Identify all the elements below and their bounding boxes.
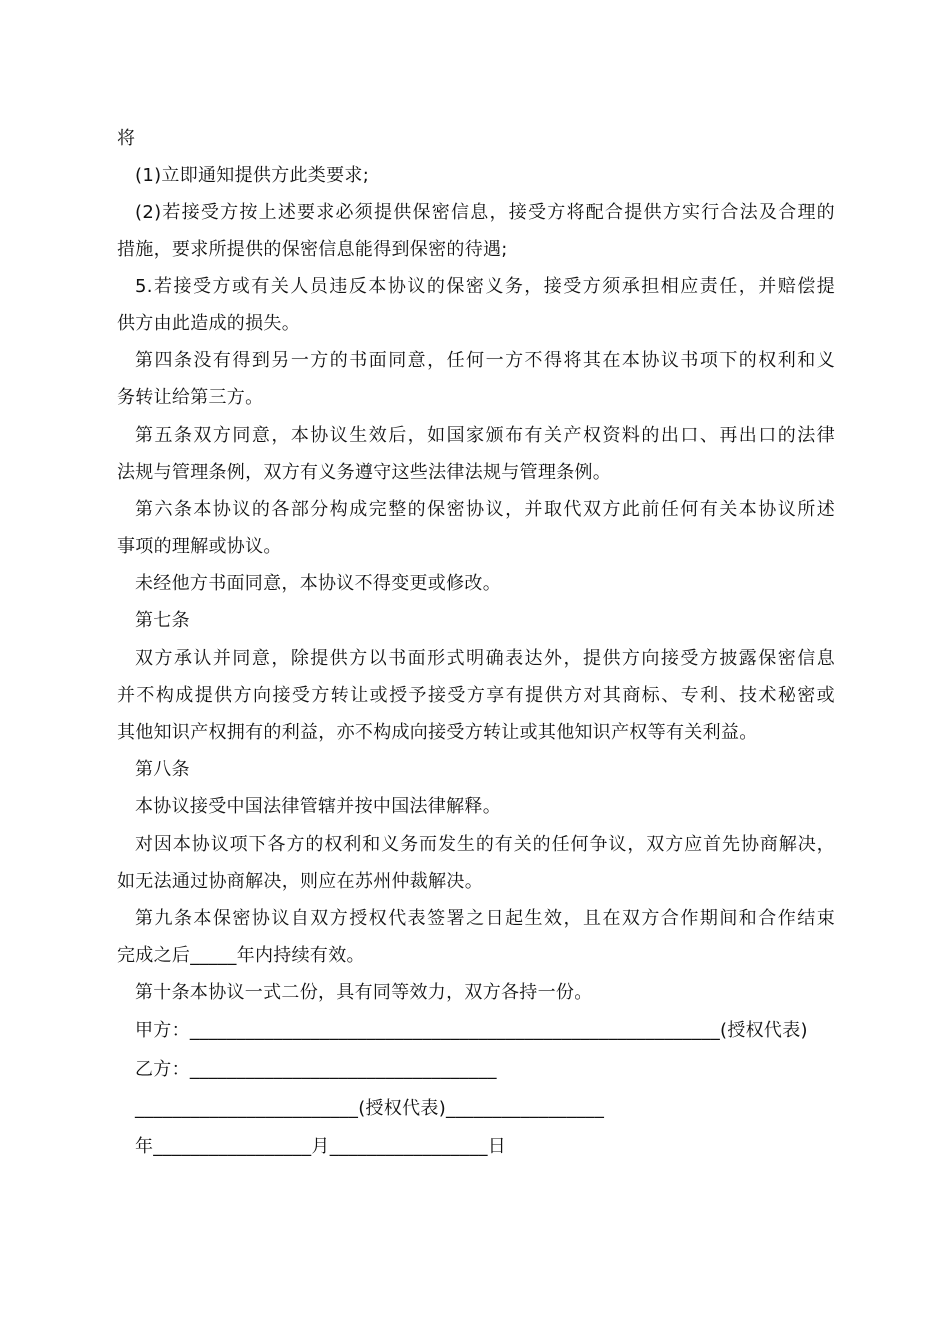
section-heading: 第七条 (135, 610, 190, 631)
representative-signature-line: ________________________(授权代表)_________________ (135, 1098, 605, 1119)
text-line: 事项的理解或协议。 (117, 536, 282, 557)
text-line: 第四条没有得到另一方的书面同意，任何一方不得将其在本协议书项下的权利和义 (135, 350, 835, 371)
text-line: 如无法通过协商解决，则应在苏州仲裁解决。 (117, 871, 483, 892)
text-line: 第九条本保密协议自双方授权代表签署之日起生效，且在双方合作期间和合作结束 (135, 908, 835, 929)
text-line: 对因本协议项下各方的权利和义务而发生的有关的任何争议，双方应首先协商解决， (135, 834, 835, 855)
text-line: 未经他方书面同意，本协议不得变更或修改。 (135, 573, 501, 594)
date-line: 年_________________月_________________日 (135, 1136, 507, 1157)
text-line: (1)立即通知提供方此类要求; (135, 165, 370, 186)
text-line: 务转让给第三方。 (117, 387, 264, 408)
text-line: 第十条本协议一式二份，具有同等效力，双方各持一份。 (135, 982, 593, 1003)
text-line: 双方承认并同意，除提供方以书面形式明确表达外，提供方向接受方披露保密信息 (135, 648, 835, 669)
text-line: 措施，要求所提供的保密信息能得到保密的待遇; (117, 239, 508, 260)
party-b-signature-line: 乙方：_________________________________ (135, 1059, 497, 1080)
section-heading: 第八条 (135, 759, 190, 780)
text-line: 并不构成提供方向接受方转让或授予接受方享有提供方对其商标、专利、技术秘密或 (117, 685, 835, 706)
text-line: 将 (117, 128, 136, 149)
text-line: 第五条双方同意，本协议生效后，如国家颁布有关产权资料的出口、再出口的法律 (135, 425, 835, 446)
text-line: 本协议接受中国法律管辖并按中国法律解释。 (135, 796, 501, 817)
text-line: (2)若接受方按上述要求必须提供保密信息，接受方将配合提供方实行合法及合理的 (135, 202, 835, 223)
party-a-signature-line: 甲方：_________________________________________________________(授权代表) (135, 1020, 808, 1041)
text-line: 5.若接受方或有关人员违反本协议的保密义务，接受方须承担相应责任，并赔偿提 (135, 276, 835, 297)
text-line: 供方由此造成的损失。 (117, 313, 300, 334)
text-line: 第六条本协议的各部分构成完整的保密协议，并取代双方此前任何有关本协议所述 (135, 499, 835, 520)
text-line: 其他知识产权拥有的利益，亦不构成向接受方转让或其他知识产权等有关利益。 (117, 722, 758, 743)
text-line: 法规与管理条例，双方有义务遵守这些法律法规与管理条例。 (117, 462, 612, 483)
text-line: 完成之后_____年内持续有效。 (117, 945, 365, 966)
